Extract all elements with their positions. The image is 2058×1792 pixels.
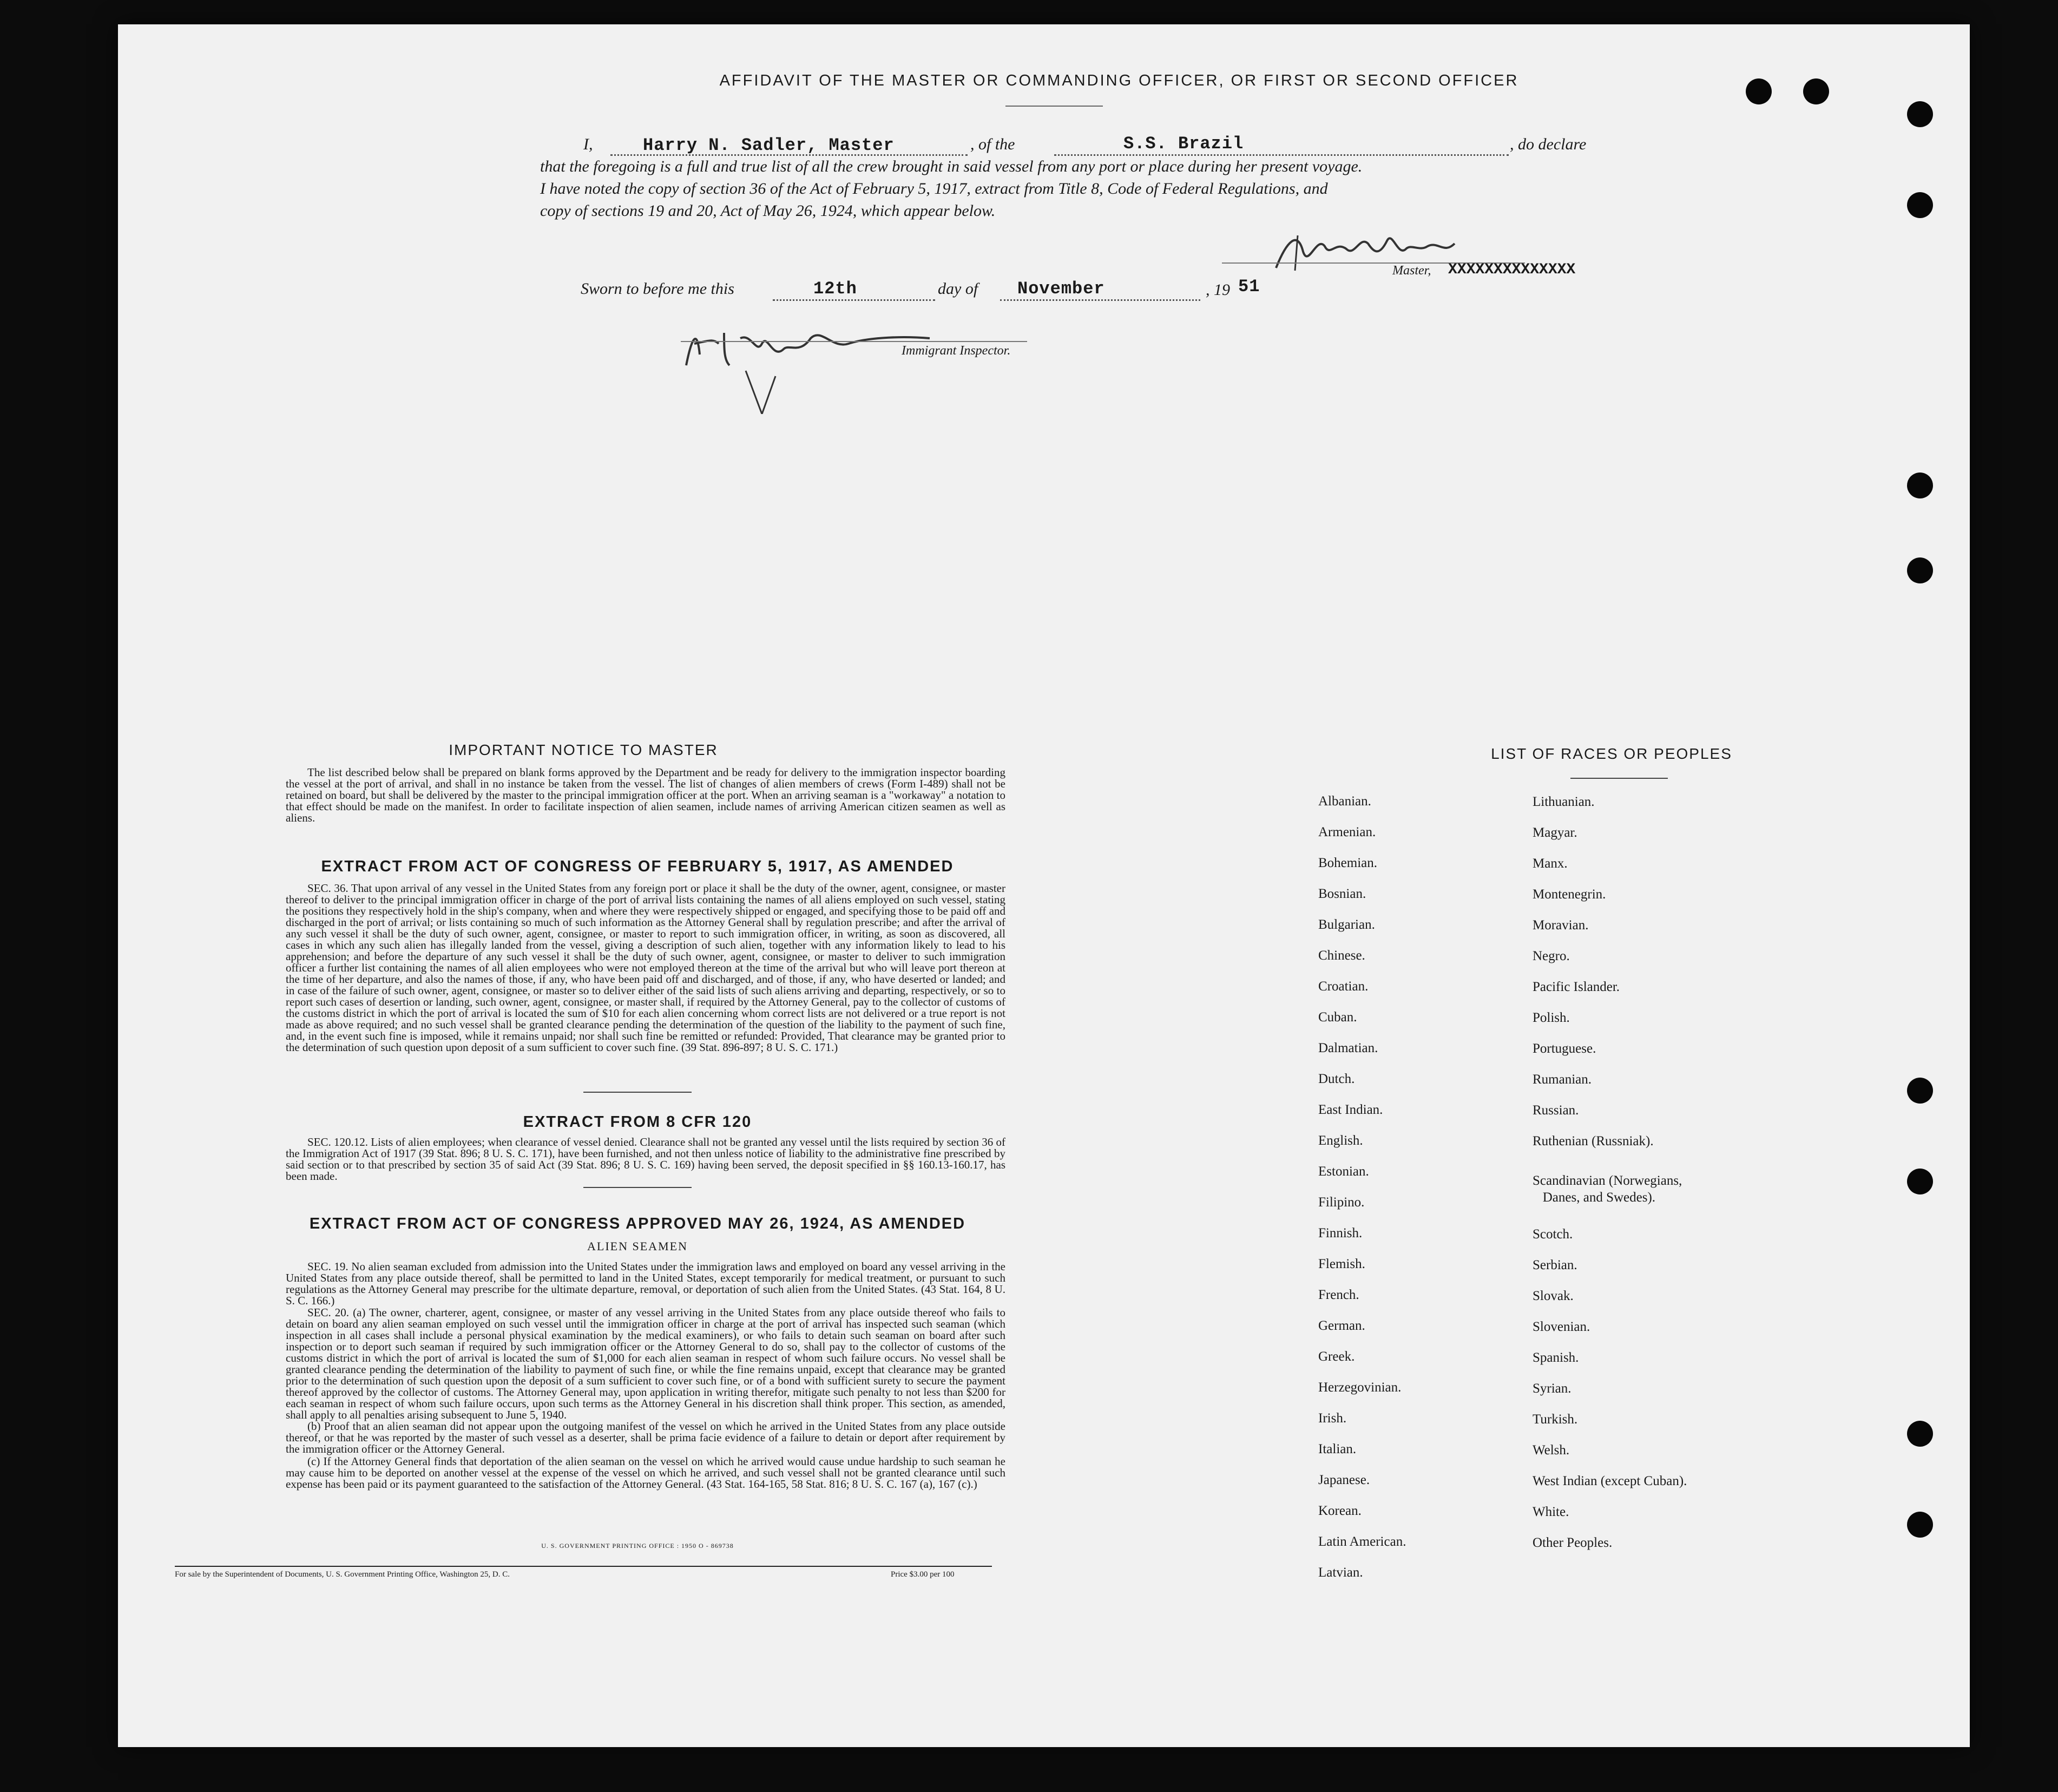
- race-item: Other Peoples.: [1533, 1535, 1613, 1550]
- race-item: Irish.: [1318, 1411, 1347, 1426]
- races-title-rule: [1570, 778, 1668, 779]
- race-item: Croatian.: [1318, 979, 1369, 994]
- race-item: Polish.: [1533, 1010, 1570, 1025]
- declarant-name-field[interactable]: Harry N. Sadler, Master: [643, 135, 895, 155]
- punch-hole: [1907, 1421, 1933, 1447]
- race-item: Serbian.: [1533, 1258, 1577, 1272]
- section-rule: [583, 1187, 692, 1188]
- race-item: Pacific Islander.: [1533, 980, 1620, 994]
- race-item: Scandinavian (Norwegians, Danes, and Swedes).: [1533, 1173, 1682, 1205]
- race-item: White.: [1533, 1505, 1569, 1519]
- year-prefix: , 19: [1206, 281, 1230, 299]
- extract-1917-body: SEC. 36. That upon arrival of any vessel in the United States from any foreign port or place it shall be the duty of the owner, agent, consignee, or master thereof to deliver to the principal immigration officer in charge of the port of arrival lists containing the names of all aliens employed on such vessel, stating the positions they respectively hold in the ship's company, when and where they were respectively shipped or engaged, and specifying those to be paid off and discharged in the port of arrival; or lists containing so much of such information as the Attorney General shall by regulation prescribe; and after the arrival of any such vessel it shall be the duty of such owner, agent, consignee, or master to report to such immigration officer, in writing, as soon as discovered, all cases in which any such alien has illegally landed from the vessel, giving a description of such alien, together with any information likely to lead to his apprehension; and before the departure of any such vessel it shall be the duty of such owner, agent, consignee, or master to deliver to such immigration officer a further list containing the names of all alien employees who were not employed thereon at the time of the arrival but who will leave port thereon at the time of her departure, and also the names of those, if any, who have been paid off and discharged, and of those, if any, who have deserted or landed; and in case of the failure of such owner, agent, consignee, or master so to deliver either of the said lists of such aliens arriving and departing, respectively, or so to report such cases of desertion or landing, such owner, agent, consignee, or master shall, if required by the Attorney General, pay to the collector of customs of the customs district in which the port of arrival is located the sum of $10 for each alien concerning whom correct lists are not delivered or a true report is not made as above required; and no such vessel shall be granted clearance pending the determination of the question of the liability to the payment of such fine, and, in the event such fine is imposed, while it remains unpaid; nor shall such fine be remitted or refunded: Provided, That clearance may be granted prior to the determination of such question upon deposit of a sum sufficient to cover such fine. (39 Stat. 896-897; 8 U. S. C. 171.): [286, 882, 1005, 1054]
- race-item: Ruthenian (Russniak).: [1533, 1134, 1654, 1148]
- race-item: Filipino.: [1318, 1195, 1365, 1210]
- sec-20a-body: SEC. 20. (a) The owner, charterer, agent, consignee, or master of any vessel arriving in the United States from any place outside thereof who fails to detain on board any alien seaman employed on such vessel until the immigration officer in charge at the port of arrival has inspected such seaman (which inspection in all cases shall include a personal physical examination by the medical examiners), or who fails to detain such seaman on board after such inspection or to deport such seaman if required by such immigration officer or the Attorney General to do so, shall pay to the collector of customs of the customs district in which the port of arrival is located the sum of $1,000 for each alien seaman in respect of whom such failure occurs. No vessel shall be granted clearance pending the determination of the liability to payment of such fine, or while the fine remains unpaid, except that clearance may be granted prior to the determination of such question upon the deposit of a sum sufficient to cover such fine, or of a bond with sufficient surety to secure the payment thereof approved by the collector of customs. The Attorney General may, upon application in writing therefor, mitigate such penalty to not less than $200 for each seaman in respect of whom such failure occurs, upon such terms as the Attorney General in his discretion shall think proper. This section, as amended, shall apply to all penalties arising subsequent to June 5, 1940.: [286, 1306, 1005, 1421]
- master-label: Master,: [1392, 264, 1431, 278]
- race-item: Magyar.: [1533, 825, 1577, 840]
- affidavit-text-line: that the foregoing is a full and true list of all the crew brought in said vessel from any port or place during her present voyage.: [540, 157, 1363, 175]
- race-item: Bohemian.: [1318, 856, 1378, 870]
- title-rule: [1005, 106, 1103, 107]
- notice-title: IMPORTANT NOTICE TO MASTER: [449, 741, 718, 758]
- race-item: Flemish.: [1318, 1257, 1365, 1271]
- punch-hole: [1907, 192, 1933, 218]
- race-item: Italian.: [1318, 1442, 1357, 1456]
- race-item: German.: [1318, 1318, 1365, 1333]
- race-item: Turkish.: [1533, 1412, 1578, 1427]
- race-item: Lithuanian.: [1533, 795, 1595, 809]
- year-field[interactable]: 51: [1238, 277, 1260, 297]
- sworn-label: Sworn to before me this: [581, 280, 734, 298]
- race-item: French.: [1318, 1288, 1359, 1302]
- race-item: Armenian.: [1318, 825, 1376, 839]
- gpo-imprint: U. S. GOVERNMENT PRINTING OFFICE : 1950 O - 869738: [541, 1542, 734, 1550]
- race-item: Latin American.: [1318, 1534, 1406, 1549]
- affidavit-title: AFFIDAVIT OF THE MASTER OR COMMANDING OFFICER, OR FIRST OR SECOND OFFICER: [719, 72, 1519, 89]
- race-item: Japanese.: [1318, 1473, 1370, 1487]
- affidavit-text-line: copy of sections 19 and 20, Act of May 26, 1924, which appear below.: [540, 202, 996, 220]
- punch-hole: [1907, 557, 1933, 583]
- race-item: Korean.: [1318, 1504, 1362, 1518]
- punch-hole: [1803, 78, 1829, 104]
- race-item: Slovak.: [1533, 1289, 1574, 1303]
- race-item: Latvian.: [1318, 1565, 1363, 1580]
- inspector-label: Immigrant Inspector.: [902, 344, 1011, 358]
- footer-rule: [175, 1566, 992, 1567]
- affidavit-text-line: I have noted the copy of section 36 of the Act of February 5, 1917, extract from Title 8, Code of Federal Regulations, and: [540, 180, 1328, 198]
- punch-hole: [1907, 1169, 1933, 1194]
- race-item: Cuban.: [1318, 1010, 1357, 1025]
- punch-hole: [1907, 1078, 1933, 1104]
- extract-cfr-body: SEC. 120.12. Lists of alien employees; when clearance of vessel denied. Clearance shall not be granted any vessel until the lists required by section 36 of the Immigration Act of 1917 (39 Stat. 896; 8 U. S. C. 171), have been furnished, and not then unless notice of liability to the administrative fine prescribed by said section or to that prescribed by section 35 of said Act (39 Stat. 896; 8 U. S. C. 169) having been served, the deposit specified in §§ 160.13-160.17, has been made.: [286, 1135, 1005, 1183]
- race-item: Estonian.: [1318, 1164, 1369, 1179]
- race-item: Albanian.: [1318, 794, 1371, 809]
- punch-hole: [1907, 1512, 1933, 1538]
- race-item: Dutch.: [1318, 1072, 1355, 1086]
- race-item: East Indian.: [1318, 1102, 1383, 1117]
- race-item: Rumanian.: [1533, 1072, 1592, 1087]
- race-item: Herzegovinian.: [1318, 1380, 1402, 1395]
- race-item: Finnish.: [1318, 1226, 1363, 1240]
- extract-cfr-title: EXTRACT FROM 8 CFR 120: [523, 1113, 752, 1131]
- race-item: West Indian (except Cuban).: [1533, 1474, 1687, 1488]
- extract-1917-title: EXTRACT FROM ACT OF CONGRESS OF FEBRUARY 5, 1917, AS AMENDED: [321, 858, 954, 875]
- of-the-label: , of the: [970, 135, 1015, 153]
- punch-hole: [1907, 472, 1933, 498]
- race-item: Dalmatian.: [1318, 1041, 1378, 1055]
- sec-19-body: SEC. 19. No alien seaman excluded from admission into the United States under the immigration laws and employed on board any vessel arriving in the United States from any place outside thereof, shall be permitted to land in the United States, except temporarily for medical treatment, or pursuant to such regulations as the Attorney General may prescribe for the ultimate departure, removal, or deportation of such alien from the United States. (43 Stat. 164, 8 U. S. C. 166.): [286, 1260, 1005, 1307]
- notice-body: The list described below shall be prepared on blank forms approved by the Department and be ready for delivery to the immigration inspector boarding the vessel at the port of arrival, and shall in no instance be taken from the vessel. The list of changes of alien members of crews (Form I-489) shall not be retained on board, but shall be delivered by the master to the principal immigration officer at the port. When an arriving seaman is a "workaway" a notation to that effect should be made on the manifest. In order to facilitate inspection of alien seamen, include names of arriving American citizen seamen as well as aliens.: [286, 766, 1005, 824]
- race-item: Manx.: [1533, 856, 1568, 871]
- sworn-day-field[interactable]: 12th: [813, 279, 857, 299]
- price-note: Price $3.00 per 100: [891, 1570, 955, 1579]
- race-item: Russian.: [1533, 1103, 1579, 1118]
- alien-seamen-subtitle: ALIEN SEAMEN: [587, 1239, 688, 1253]
- punch-hole: [1907, 101, 1933, 127]
- race-item: English.: [1318, 1133, 1363, 1148]
- sec-20b-body: (b) Proof that an alien seaman did not appear upon the outgoing manifest of the vessel on which he arrived in the United States from any place outside thereof, or that he was reported by the master of such vessel as a deserter, shall be prima facie evidence of a failure to detain or deport after requirement by the immigration officer or the Attorney General.: [286, 1420, 1005, 1455]
- affidavit-prefix: I,: [583, 135, 593, 153]
- race-item: Syrian.: [1533, 1381, 1572, 1396]
- race-item: Greek.: [1318, 1349, 1355, 1364]
- day-of-label: day of: [938, 280, 978, 298]
- vessel-name-field[interactable]: S.S. Brazil: [1123, 134, 1244, 154]
- race-item: Chinese.: [1318, 948, 1365, 963]
- race-item: Bosnian.: [1318, 887, 1366, 901]
- inspector-signature: [670, 306, 951, 414]
- race-item: Bulgarian.: [1318, 917, 1375, 932]
- extract-1924-title: EXTRACT FROM ACT OF CONGRESS APPROVED MAY 26, 1924, AS AMENDED: [309, 1215, 966, 1232]
- race-item: Negro.: [1533, 949, 1570, 963]
- sworn-month-field[interactable]: November: [1017, 279, 1105, 299]
- race-item: Spanish.: [1533, 1350, 1579, 1365]
- form-page: [118, 24, 1970, 1747]
- race-item: Welsh.: [1533, 1443, 1570, 1458]
- race-item: Moravian.: [1533, 918, 1589, 933]
- section-rule: [583, 1092, 692, 1093]
- race-item: Portuguese.: [1533, 1041, 1596, 1056]
- races-title: LIST OF RACES OR PEOPLES: [1491, 745, 1732, 762]
- sec-20c-body: (c) If the Attorney General finds that deportation of the alien seaman on the vessel on which he arrived would cause undue hardship to such seaman he may cause him to be deported on another vessel at the expense of the vessel on which he arrived, and such vessel shall not be granted clearance until such expense has been paid or its payment guaranteed to the satisfaction of the Attorney General. (43 Stat. 164-165, 58 Stat. 816; 8 U. S. C. 167 (a), 167 (c).): [286, 1455, 1005, 1491]
- race-item: Montenegrin.: [1533, 887, 1606, 902]
- race-item: Slovenian.: [1533, 1320, 1590, 1334]
- punch-hole: [1746, 78, 1772, 104]
- do-declare-label: , do declare: [1510, 135, 1587, 153]
- struck-title: XXXXXXXXXXXXXX: [1448, 261, 1576, 278]
- race-item: Scotch.: [1533, 1227, 1573, 1242]
- sale-note: For sale by the Superintendent of Documents, U. S. Government Printing Office, Washington 25, D. C.: [175, 1570, 510, 1579]
